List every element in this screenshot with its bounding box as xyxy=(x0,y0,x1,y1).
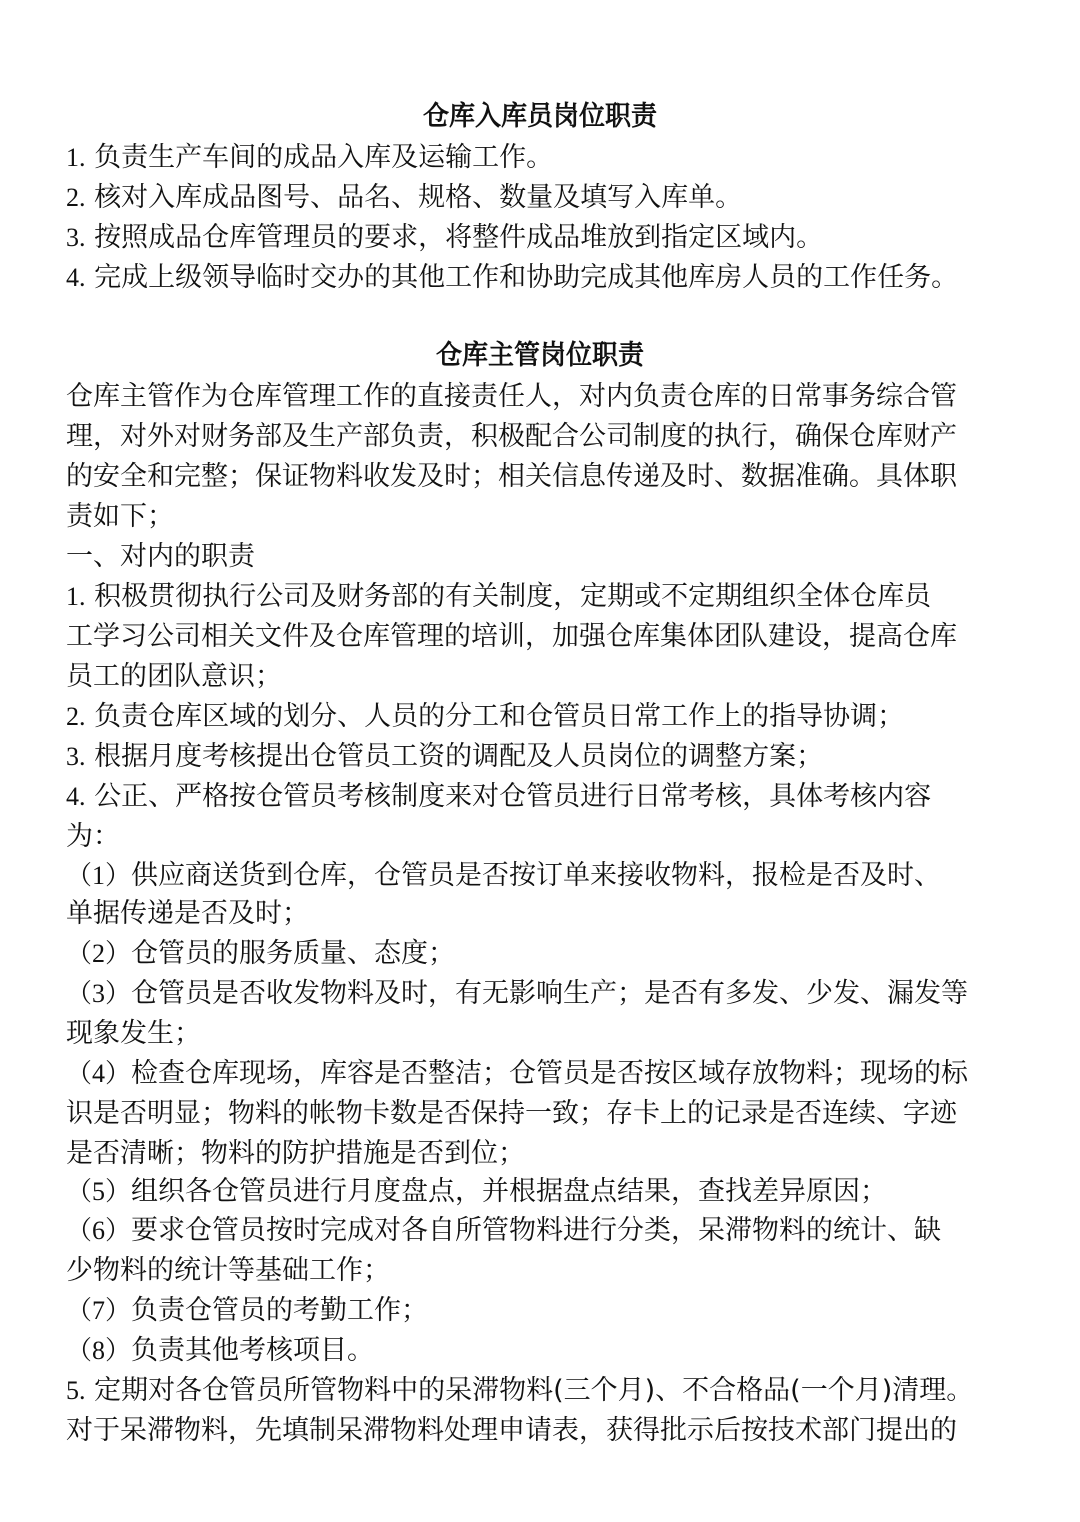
duty-item xyxy=(66,577,931,617)
item-text: 按照成品仓库管理员的要求，将整件成品堆放到指定区域内。 xyxy=(94,222,824,253)
item-number: （3） xyxy=(66,979,132,1008)
check-item xyxy=(66,1211,941,1251)
check-continuation: 是否清晰；物料的防护措施是否到位； xyxy=(66,1138,525,1169)
item-number: （5） xyxy=(66,1177,132,1206)
section1-title: 仓库入库员岗位职责 xyxy=(422,101,658,132)
item-number: 2. xyxy=(66,702,86,731)
check-item xyxy=(66,1054,968,1094)
duty-continuation: 工学习公司相关文件及仓库管理的培训，加强仓库集体团队建设，提高仓库 xyxy=(66,621,957,652)
intro-line: 理，对外对财务部及生产部负责，积极配合公司制度的执行，确保仓库财产 xyxy=(66,421,957,452)
section1-item xyxy=(66,178,742,218)
item-text: 负责生产车间的成品入库及运输工作。 xyxy=(94,142,554,173)
item-number: （6） xyxy=(66,1216,132,1245)
item-text: 积极贯彻执行公司及财务部的有关制度，定期或不定期组织全体仓库员 xyxy=(94,581,932,612)
duty-continuation: 员工的团队意识； xyxy=(66,661,282,692)
item-number: 1. xyxy=(66,582,86,611)
item-number: 3. xyxy=(66,223,86,252)
item-number: （2） xyxy=(66,939,132,968)
item-number: 4. xyxy=(66,263,86,292)
item-number: 2. xyxy=(66,183,86,212)
item-text: 供应商送货到仓库，仓管员是否按订单来接收物料，报检是否及时、 xyxy=(131,860,942,891)
check-item xyxy=(66,1291,428,1331)
duty-item xyxy=(66,777,931,817)
item-text: 仓管员的服务质量、态度； xyxy=(131,938,456,969)
subheading: 一、对内的职责 xyxy=(66,541,255,572)
item-number: 3. xyxy=(66,742,86,771)
section1-item xyxy=(66,218,823,258)
item-number: （1） xyxy=(66,861,132,890)
item-number: 5. xyxy=(66,1376,86,1405)
check-item xyxy=(66,974,968,1014)
item-text: 负责仓管员的考勤工作； xyxy=(131,1295,429,1326)
item-text: 核对入库成品图号、品名、规格、数量及填写入库单。 xyxy=(94,182,743,213)
check-item xyxy=(66,856,941,896)
item-text: 完成上级领导临时交办的其他工作和协助完成其他库房人员的工作任务。 xyxy=(94,262,959,293)
duty-continuation: 对于呆滞物料，先填制呆滞物料处理申请表，获得批示后按技术部门提出的 xyxy=(66,1415,957,1446)
item-number: （4） xyxy=(66,1059,132,1088)
intro-line: 仓库主管作为仓库管理工作的直接责任人，对内负责仓库的日常事务综合管 xyxy=(66,381,957,412)
section1-item xyxy=(66,138,553,178)
item-number: 4. xyxy=(66,782,86,811)
item-text: 负责仓库区域的划分、人员的分工和仓管员日常工作上的指导协调； xyxy=(94,701,905,732)
check-item xyxy=(66,1172,887,1212)
item-text: 检查仓库现场，库容是否整洁；仓管员是否按区域存放物料；现场的标 xyxy=(131,1058,969,1089)
duty-item xyxy=(66,697,904,737)
section2-title: 仓库主管岗位职责 xyxy=(435,340,645,371)
item-text: 要求仓管员按时完成对各自所管物料进行分类，呆滞物料的统计、缺 xyxy=(131,1215,942,1246)
item-text: 定期对各仓管员所管物料中的呆滞物料(三个月)、不合格品(一个月)清理。 xyxy=(94,1375,974,1406)
item-number: （7） xyxy=(66,1296,132,1325)
duty-item xyxy=(66,737,823,777)
check-continuation: 少物料的统计等基础工作； xyxy=(66,1255,390,1286)
section1-item xyxy=(66,258,958,298)
duty-continuation: 为： xyxy=(66,821,120,852)
item-text: 组织各仓管员进行月度盘点，并根据盘点结果，查找差异原因； xyxy=(131,1176,888,1207)
intro-line: 责如下； xyxy=(66,501,174,532)
item-text: 仓管员是否收发物料及时，有无影响生产；是否有多发、少发、漏发等 xyxy=(131,978,969,1009)
check-item xyxy=(66,934,455,974)
check-item xyxy=(66,1331,374,1371)
duty-item xyxy=(66,1371,973,1411)
check-continuation: 单据传递是否及时； xyxy=(66,898,309,929)
check-continuation: 识是否明显；物料的帐物卡数是否保持一致；存卡上的记录是否连续、字迹 xyxy=(66,1098,957,1129)
item-text: 负责其他考核项目。 xyxy=(131,1335,375,1366)
item-text: 根据月度考核提出仓管员工资的调配及人员岗位的调整方案； xyxy=(94,741,824,772)
item-number: （8） xyxy=(66,1336,132,1365)
check-continuation: 现象发生； xyxy=(66,1018,201,1049)
item-text: 公正、严格按仓管员考核制度来对仓管员进行日常考核，具体考核内容 xyxy=(94,781,932,812)
intro-line: 的安全和完整；保证物料收发及时；相关信息传递及时、数据准确。具体职 xyxy=(66,461,957,492)
item-number: 1. xyxy=(66,143,86,172)
